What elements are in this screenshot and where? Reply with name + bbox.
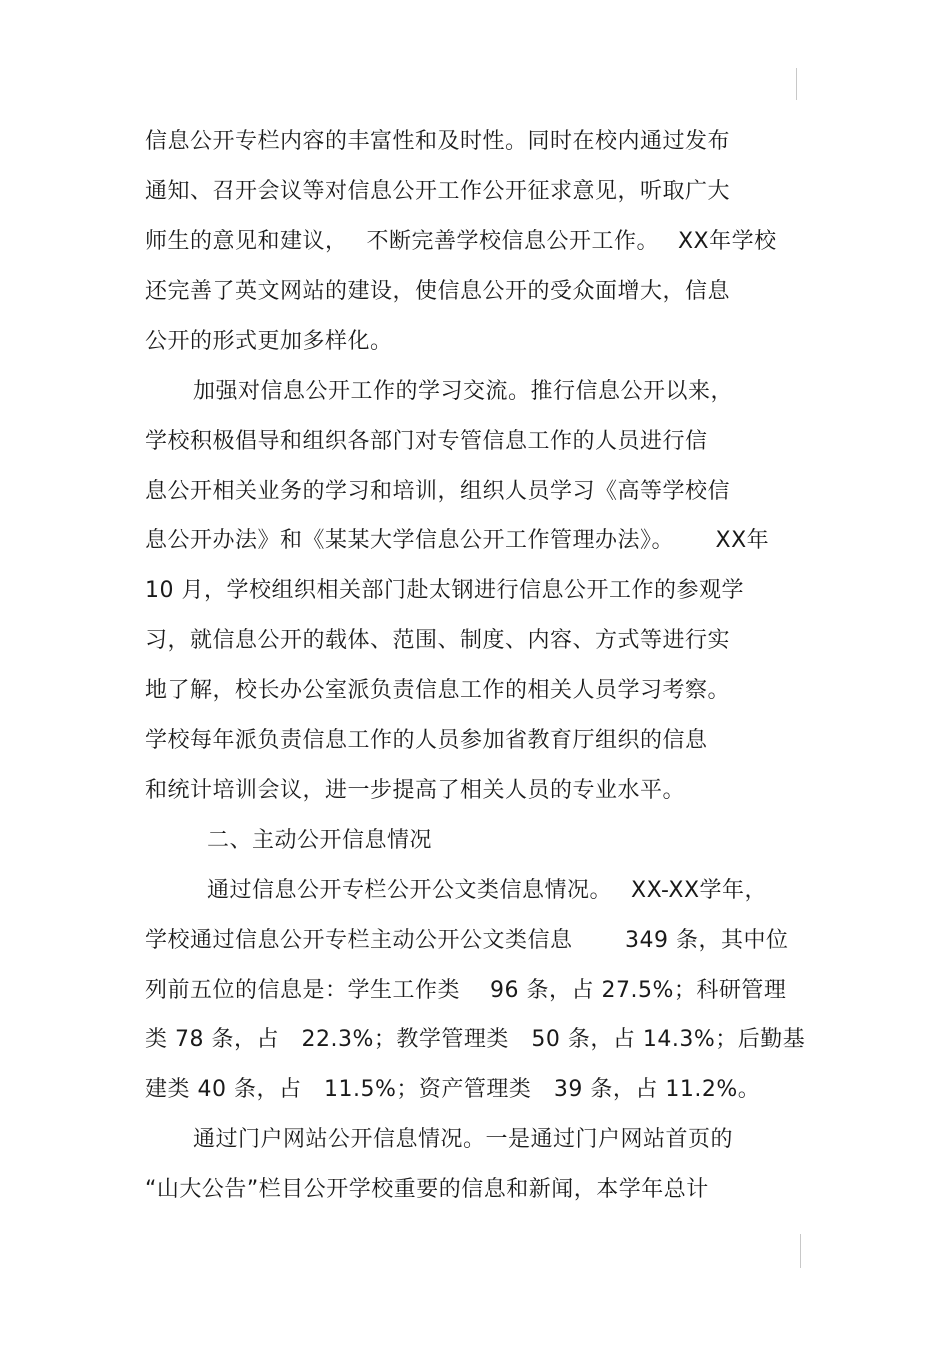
text-line: 还完善了英文网站的建设，使信息公开的受众面增大，信息: [145, 279, 731, 304]
text-line: 通过门户网站公开信息情况。一是通过门户网站首页的: [193, 1127, 734, 1152]
text-line: 10 月，学校组织相关部门赴太钢进行信息公开工作的参观学: [145, 578, 744, 603]
page-corner-mark-bottom: [800, 1234, 801, 1268]
text-line: 地了解，校长办公室派负责信息工作的相关人员学习考察。: [145, 678, 731, 703]
text-line: 息公开相关业务的学习和培训，组织人员学习《高等学校信: [145, 479, 731, 504]
text-line: 习，就信息公开的载体、范围、制度、内容、方式等进行实: [145, 628, 731, 653]
text-line: 学校积极倡导和组织各部门对专管信息工作的人员进行信: [145, 429, 708, 454]
text-line: 类 78 条，占 22.3%；教学管理类 50 条，占 14.3%；后勤基: [145, 1027, 806, 1052]
text-line: 列前五位的信息是：学生工作类 96 条，占 27.5%；科研管理: [145, 978, 787, 1003]
text-line: 和统计培训会议，进一步提高了相关人员的专业水平。: [145, 778, 686, 803]
section-heading: 二、主动公开信息情况: [207, 828, 433, 853]
text-line: 学校通过信息公开专栏主动公开公文类信息 349 条，其中位: [145, 928, 789, 953]
text-line: 加强对信息公开工作的学习交流。推行信息公开以来，: [193, 379, 734, 404]
text-line: “山大公告”栏目公开学校重要的信息和新闻，本学年总计: [145, 1177, 709, 1202]
text-line: 信息公开专栏内容的丰富性和及时性。同时在校内通过发布: [145, 129, 731, 154]
text-line: 息公开办法》和《某某大学信息公开工作管理办法》。 XX年: [145, 528, 770, 553]
text-line: 通过信息公开专栏公开公文类信息情况。 XX-XX学年，: [207, 878, 768, 903]
text-line: 建类 40 条，占 11.5%；资产管理类 39 条，占 11.2%。: [145, 1077, 761, 1102]
page-corner-mark-top: [796, 68, 797, 100]
text-line: 通知、召开会议等对信息公开工作公开征求意见，听取广大: [145, 179, 731, 204]
text-line: 公开的形式更加多样化。: [145, 329, 393, 354]
text-line: 学校每年派负责信息工作的人员参加省教育厅组织的信息: [145, 728, 708, 753]
text-line: 师生的意见和建议， 不断完善学校信息公开工作。 XX年学校: [145, 229, 777, 254]
